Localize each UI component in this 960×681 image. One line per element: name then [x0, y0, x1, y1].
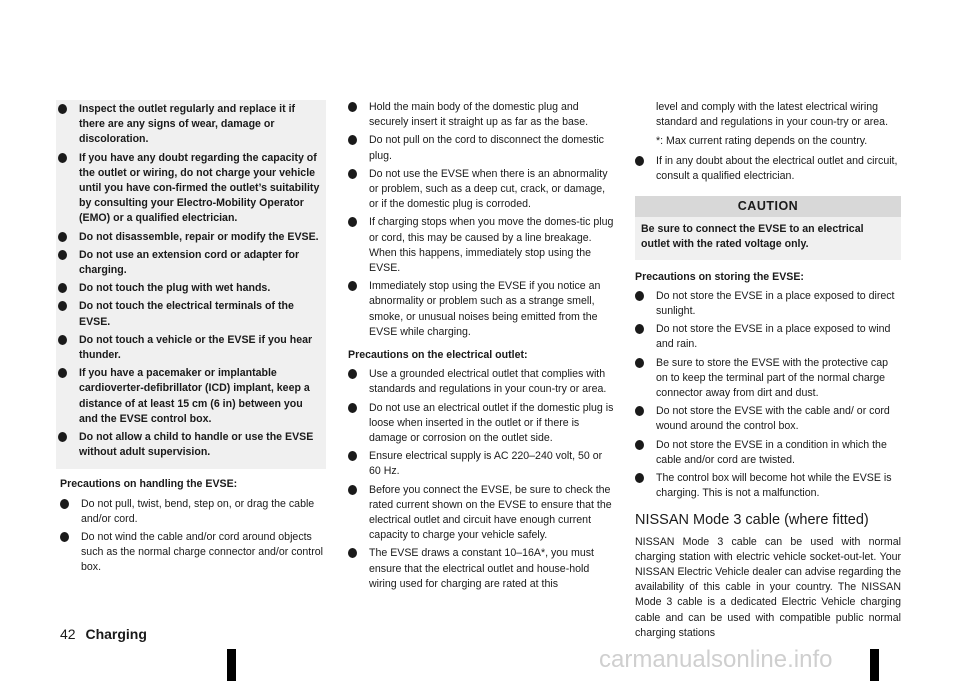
caution-text: Be sure to connect the EVSE to an electrical outlet with the rated voltage only.	[641, 223, 864, 251]
page-footer	[60, 626, 147, 642]
bullet-icon	[348, 217, 357, 227]
list-item	[348, 100, 614, 130]
bullet-icon	[60, 499, 69, 509]
bullet-icon	[348, 281, 357, 291]
list-item	[635, 356, 901, 402]
list-item-text: Do not use an electrical outlet if the domestic plug is loose when inserted in the outlet or if there is damage or corrosion on the outlet side.	[369, 401, 614, 445]
bullet-icon	[58, 301, 67, 311]
list-item	[635, 404, 901, 434]
bullet-icon	[635, 473, 644, 483]
list-item	[635, 154, 901, 184]
list-item	[348, 215, 614, 276]
list-item-text: Hold the main body of the domestic plug and securely insert it straight up as far as the base.	[369, 101, 589, 129]
warning-item	[58, 299, 320, 329]
bullet-icon	[348, 485, 357, 495]
bullet-icon	[635, 324, 644, 334]
caution-title: CAUTION	[635, 196, 901, 217]
warning-text: Do not touch a vehicle or the EVSE if you hear thunder.	[79, 333, 313, 362]
bullet-icon	[348, 548, 357, 558]
column-1	[60, 100, 326, 579]
list-item	[635, 438, 901, 468]
list-item-text: If in any doubt about the electrical outlet and circuit, consult a qualified electrician.	[656, 154, 898, 182]
warning-item	[58, 366, 320, 427]
warning-text: Do not touch the electrical terminals of the EVSE.	[79, 300, 294, 328]
bullet-icon	[60, 532, 69, 542]
list-item	[348, 279, 614, 340]
handling-heading: Precautions on handling the EVSE:	[60, 478, 238, 491]
list-item-text: Be sure to store the EVSE with the protective cap on to keep the terminal part of the normal charge connector away from dirt and dust.	[656, 356, 889, 400]
list-item	[348, 367, 614, 397]
footer-section-name: Charging	[85, 626, 147, 642]
list-item	[348, 401, 614, 447]
outlet-heading: Precautions on the electrical outlet:	[348, 349, 528, 362]
warning-text: Do not allow a child to handle or use the EVSE without adult supervision.	[79, 431, 314, 459]
list-item-text: Ensure electrical supply is AC 220–240 volt, 50 or 60 Hz.	[369, 450, 603, 478]
section-paragraph: NISSAN Mode 3 cable can be used with normal charging station with electric vehicle socket-out-let. Your NISSAN Electric Vehicle dealer can advise regarding the availability of this cable in your country. The NISSAN Mode 3 cable is a dedicated Electric Vehicle charging cable and can be used with compatible public normal charging stations	[635, 535, 901, 639]
warning-item	[58, 430, 320, 460]
bullet-icon	[58, 250, 67, 260]
column-3	[635, 100, 901, 641]
bullet-icon	[635, 440, 644, 450]
bullet-icon	[348, 135, 357, 145]
list-item	[348, 449, 614, 479]
list-item-text: Immediately stop using the EVSE if you notice an abnormality or problem such as a strange smell, smoke, or unusual noises being emitted from the EVSE while charging.	[369, 280, 601, 338]
warning-text: If you have a pacemaker or implantable cardioverter-defibrillator (ICD) implant, keep a distance of at least 15 cm (6 in) between you and the EVSE control box.	[79, 367, 310, 425]
list-item-text: Do not store the EVSE in a place exposed to direct sunlight.	[656, 289, 895, 318]
bullet-icon	[348, 451, 357, 461]
column-2	[348, 100, 614, 595]
list-item	[635, 322, 901, 352]
bullet-icon	[635, 406, 644, 416]
list-item-text: Before you connect the EVSE, be sure to check the rated current shown on the EVSE to ensure that the electrical outlet and circuit have enough current capacity to charge your vehicle safely.	[369, 483, 612, 542]
list-item	[635, 289, 901, 319]
page-edge-marker-left	[227, 649, 236, 681]
warning-text: If you have any doubt regarding the capacity of the outlet or wiring, do not charge your vehicle until you have con-firmed the outlet’s suitability by consulting your Electro-Mobility Operator (EMO) or a qualified electrician.	[79, 151, 320, 225]
warning-item	[58, 281, 320, 296]
bullet-icon	[58, 232, 67, 242]
bullet-icon	[58, 368, 67, 378]
bullet-icon	[348, 369, 357, 379]
watermark: carmanualsonline.info	[599, 646, 833, 673]
list-item	[348, 167, 614, 213]
page-edge-marker-right	[870, 649, 879, 681]
bullet-icon	[58, 283, 67, 293]
list-item	[60, 530, 326, 576]
warning-item	[58, 248, 320, 278]
page-number: 42	[60, 626, 76, 642]
list-item-text: Do not wind the cable and/or cord around objects such as the normal charge connector and/or control box.	[81, 531, 324, 574]
list-item-text: The EVSE draws a constant 10–16A*, you must ensure that the electrical outlet and house-hold wiring used for charging are rated at this	[369, 547, 594, 590]
bullet-icon	[58, 153, 67, 163]
list-item	[60, 497, 326, 527]
bullet-icon	[348, 169, 357, 179]
warning-item	[58, 333, 320, 363]
list-item-text: Do not pull, twist, bend, step on, or drag the cable and/or cord.	[81, 497, 315, 525]
bullet-icon	[58, 104, 67, 114]
section-title: NISSAN Mode 3 cable (where fitted)	[635, 512, 869, 529]
warning-text: Do not use an extension cord or adapter for charging.	[79, 248, 300, 277]
warning-text: Do not touch the plug with wet hands.	[79, 282, 271, 295]
bullet-icon	[635, 358, 644, 368]
warning-item	[58, 230, 320, 245]
list-item	[348, 133, 614, 163]
list-item	[635, 471, 901, 501]
list-item-text: Do not pull on the cord to disconnect the domestic plug.	[369, 134, 604, 162]
warning-text: Do not disassemble, repair or modify the EVSE.	[79, 230, 319, 243]
warning-text: Inspect the outlet regularly and replace it if there are any signs of wear, damage or discoloration.	[79, 103, 296, 146]
list-item-text: If charging stops when you move the domes-tic plug or cord, this may be caused by a line breakage. When this happens, immediately stop using the EVSE.	[369, 216, 614, 275]
list-item-text: The control box will become hot while the EVSE is charging. This is not a malfunction.	[656, 472, 892, 500]
list-item	[348, 546, 614, 592]
bullet-icon	[348, 102, 357, 112]
list-item-text: Use a grounded electrical outlet that complies with standards and regulations in your coun-try or area.	[369, 368, 607, 396]
list-item	[348, 483, 614, 544]
list-item-text: Do not store the EVSE with the cable and/ or cord wound around the control box.	[656, 405, 890, 433]
list-item-text: Do not store the EVSE in a place exposed to wind and rain.	[656, 323, 891, 351]
warning-box	[56, 100, 326, 469]
warning-item	[58, 102, 320, 148]
footnote: *: Max current rating depends on the country.	[656, 135, 868, 148]
list-item-text: Do not store the EVSE in a condition in which the cable and/or cord are twisted.	[656, 438, 887, 466]
list-item-text: Do not use the EVSE when there is an abnormality or problem, such as a deep cut, crack, or damage, or if the domestic plug is corroded.	[369, 167, 608, 211]
caution-box	[635, 196, 901, 260]
bullet-icon	[58, 432, 67, 442]
bullet-icon	[58, 335, 67, 345]
bullet-icon	[635, 291, 644, 301]
continuation-text: level and comply with the latest electrical wiring standard and regulations in your coun-try or area.	[656, 101, 889, 129]
warning-item	[58, 151, 320, 227]
storing-heading: Precautions on storing the EVSE:	[635, 270, 804, 283]
bullet-icon	[635, 156, 644, 166]
bullet-icon	[348, 403, 357, 413]
